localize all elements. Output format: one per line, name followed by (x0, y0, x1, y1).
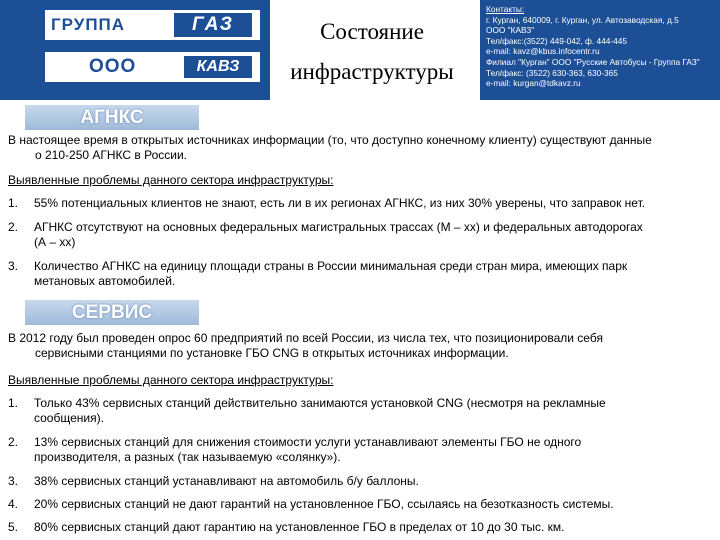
list-item-text-cont: метановых автомобилей. (34, 274, 176, 288)
list-item (8, 497, 716, 512)
section-banner-agnks: АГНКС (25, 105, 199, 130)
logo-kavz-bar (45, 52, 260, 82)
section2-intro (8, 331, 716, 361)
list-item-number: 2. (8, 220, 19, 234)
contacts-panel (480, 0, 720, 100)
logo-group-text: ГРУППА (51, 15, 126, 34)
list-item (8, 259, 716, 289)
section-banner-service: СЕРВИС (25, 300, 199, 325)
list-item-text-cont: сообщения). (34, 411, 104, 425)
logo-group-bar (45, 10, 260, 40)
list-item (8, 196, 716, 211)
logo-gaz-text: ГАЗ (174, 13, 252, 37)
contact-line: e-mail: kurgan@tdkavz.ru (486, 78, 581, 89)
list-item-text: 80% сервисных станций дают гарантию на установленное ГБО в пределах от 10 до 30 тыс. км. (34, 520, 565, 534)
list-item-number: 3. (8, 259, 19, 273)
list-item-text: 20% сервисных станций не дают гарантий на установленное ГБО, ссылаясь на безотказность системы. (34, 497, 614, 511)
contact-line: Филиал "Курган" ООО "Русские Автобусы - Группа ГАЗ" (486, 56, 700, 67)
section2-intro-line-1: В 2012 году был проведен опрос 60 предприятий по всей России, из числа тех, что позиционировали себя (8, 331, 603, 345)
list-item-text: Только 43% сервисных станций действительно занимаются установкой CNG (несмотря на рекламные (34, 396, 606, 410)
list-item-text-cont: производителя, а разных (так называемую «солянку»). (34, 450, 341, 464)
list-item-number: 1. (8, 396, 19, 410)
list-item-number: 5. (8, 520, 19, 534)
list-item-number: 1. (8, 196, 19, 210)
section1-intro-line-1: В настоящее время в открытых источниках информации (то, что доступно конечному клиенту) существуют данные (8, 133, 652, 147)
list-item (8, 220, 716, 250)
section1-intro (8, 133, 716, 163)
logo-kavz-text: КАВЗ (184, 56, 252, 78)
page-title-line-1: Состояние (320, 19, 424, 44)
section1-intro-line-2: о 210-250 АГНКС в России. (35, 148, 188, 162)
contact-line: Тел/факс:(3522) 449-042, ф. 444-445 (486, 35, 627, 46)
list-item-number: 4. (8, 497, 19, 511)
list-item-text: 13% сервисных станций для снижения стоимости услуги устанавливают элементы ГБО не одного (34, 435, 582, 449)
contact-line: e-mail: kavz@kbus.infocentr.ru (486, 46, 600, 57)
page-title (272, 12, 472, 92)
list-item-text: 38% сервисных станций устанавливают на автомобиль б/у баллоны. (34, 474, 419, 488)
page-title-line-2: инфраструктуры (290, 59, 454, 84)
list-item (8, 520, 716, 535)
list-item (8, 474, 716, 489)
list-item-text: АГНКС отсутствуют на основных федеральных магистральных трассах (М – хх) и федеральных автодорогах (34, 220, 643, 234)
logo-ooo-text: ООО (89, 56, 137, 77)
list-item-number: 3. (8, 474, 19, 488)
list-item (8, 396, 716, 426)
contact-line: Тел/факс: (3522) 630-363, 630-365 (486, 67, 618, 78)
header (0, 0, 720, 100)
list-item (8, 435, 716, 465)
list-item-number: 2. (8, 435, 19, 449)
section2-problems-heading: Выявленные проблемы данного сектора инфраструктуры: (8, 373, 334, 387)
contacts-label: Контакты: (486, 4, 525, 14)
contact-line: ООО "КАВЗ" (486, 25, 535, 36)
list-item-text-cont: (А – хх) (34, 235, 76, 249)
list-item-text: 55% потенциальных клиентов не знают, есть ли в их регионах АГНКС, из них 30% уверены, что заправок нет. (34, 196, 646, 210)
section1-problems-heading: Выявленные проблемы данного сектора инфраструктуры: (8, 173, 334, 187)
gaz-group-logo (0, 0, 270, 100)
contact-line: г. Курган, 640009, г. Курган, ул. Автозаводская, д.5 (486, 14, 679, 25)
list-item-text: Количество АГНКС на единицу площади страны в России минимальная среди стран мира, имеющих парк (34, 259, 628, 273)
section2-intro-line-2: сервисными станциями по установке ГБО CNG в открытых источниках информации. (35, 346, 509, 360)
